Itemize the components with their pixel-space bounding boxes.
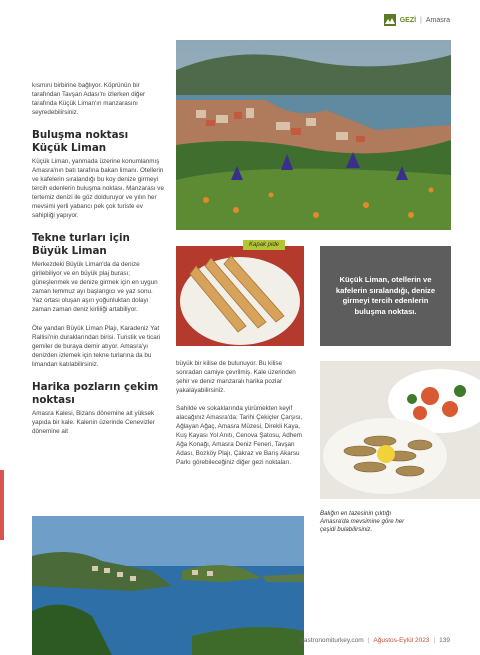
paragraph-buyuk-liman: Merkezdeki Büyük Liman'da da denize girilebiliyor ve en büyük plaj burası; güneşlenmek ve denize girmek için en uygun zaman temmuz ayı başlangıcı ve yaz sonu. Yaz ortası oluşan aşırı yoğunluktan dolayı zaman zaman deniz kirliliği artabiliyor. <box>32 261 158 313</box>
fish-photo <box>320 361 480 499</box>
heading-kucuk-liman: Buluşma noktası Küçük Liman <box>32 129 129 154</box>
photo-caption: Balığın en tazesinin çıktığı Amasra'da mevsimine göre her çeşidi bulabilirsiniz. <box>320 510 405 534</box>
column-middle <box>176 359 308 467</box>
footer-site: gastronomiturkey.com <box>300 637 364 644</box>
photo-tag: Kapak pide <box>243 240 285 250</box>
harbor-photo <box>176 40 451 230</box>
page-number: 139 <box>439 637 450 644</box>
intro-paragraph: kısmını birbirine bağlıyor. Köprünün bir tarafından Tavşan Adası'nı izlerken diğer tarafında Küçük Liman'ın manzarasını seyredebilirsiniz. <box>32 82 146 116</box>
pull-quote <box>320 246 451 346</box>
pull-quote-text: Küçük Liman, otellerin ve kafelerin sıralandığı, denize girmeyi tercih edenlerin buluşma noktası. <box>335 275 436 316</box>
paragraph-kale: Amasra Kalesi, Bizans dönemine ait yüksek yapıda bir kale. Kalenin üzerinde Cenevizler dönemine ait <box>32 410 155 435</box>
paragraph-gezi-noktalari: Sahilde ve sokaklarında yürümekten keyif alacağınız Amasra'da; Tarihi Çekiçler Çarşısı, Ağlayan Ağaç, Amasra Müzesi, Direkli Kaya, Kuş Kayası Yol Anıtı, Cenova Şatosu, Adhem Ağa Konağı, Amasra Deniz Feneri, Tavşan Adası, Bozköy Plajı, Çakraz ve Barış Akarsu Parkı görebileceğiniz diğer gezi noktaları. <box>176 405 303 466</box>
location-label: Amasra <box>425 16 450 24</box>
pide-photo <box>176 246 304 346</box>
paragraph-kilise: büyük bir kilise de bulunuyor. Bu kilise sonradan camiye çevrilmiş. Kale üzerinden şehir ve deniz manzaralı harika pozlar yakalayabilirsiniz. <box>176 360 296 394</box>
page-footer: gastronomiturkey.com | Ağustos-Eylül 2023 | 139 <box>300 637 450 644</box>
panorama-photo <box>32 516 304 655</box>
heading-pozlar: Harika pozların çekim noktası <box>32 381 159 406</box>
section-logo-icon <box>384 14 396 26</box>
page-edge-marker <box>0 470 4 540</box>
heading-buyuk-liman: Tekne turları için Büyük Liman <box>32 232 130 257</box>
column-left <box>32 81 164 436</box>
section-label: GEZİ <box>399 16 417 24</box>
paragraph-kucuk-liman: Küçük Liman, yanmada üzerine konumlanmış Amasra'nın batı tarafına bakan limanı. Otellerin ve kafelerin sıralandığı bu koy denize girmeyi tercih edenlerin buluşma noktası. Manzarası ve tertemiz denizi ile göz dolduruyor ve yılın her mevsimi yerli yabancı pek çok turiste ev sahipliği yapıyor. <box>32 158 164 219</box>
paragraph-yat-rallisi: Öte yandan Büyük Liman Plajı, Karadeniz Yat Rallisi'nin duraklarından birisi. Turistik ve ticari gemiler de buraya demir atıyor. Amasra'yı denizden izlemek için tekne turlarına da bu limandan katılabilirsiniz. <box>32 325 161 368</box>
page-header: GEZİ | Amasra <box>384 14 450 26</box>
footer-issue: Ağustos-Eylül 2023 <box>373 637 430 644</box>
